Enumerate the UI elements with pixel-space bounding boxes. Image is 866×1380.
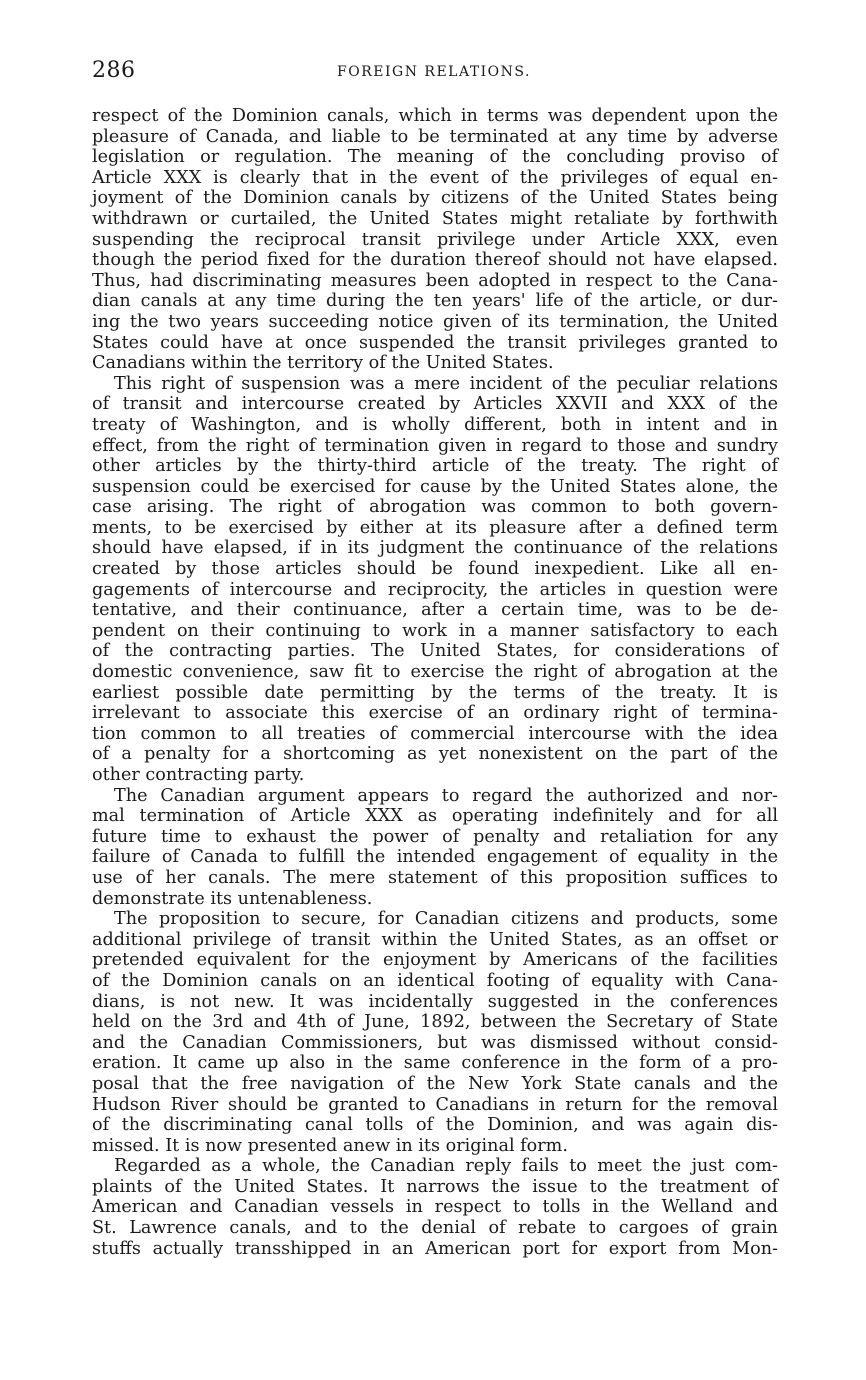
- text-line: created by those articles should be found inexpedient. Like all en-: [92, 559, 778, 580]
- text-line: suspension could be exercised for cause by the United States alone, the: [92, 476, 778, 497]
- text-line: The proposition to secure, for Canadian citizens and products, some: [114, 909, 778, 930]
- text-line: legislation or regulation. The meaning of the concluding proviso of: [92, 147, 778, 168]
- text-line: Article XXX is clearly that in the event of the privileges of equal en-: [92, 167, 778, 188]
- running-head: [92, 58, 776, 88]
- text-line: stuffs actually transshipped in an American port for export from Mon-: [92, 1238, 778, 1259]
- text-line: pendent on their continuing to work in a manner satisfactory to each: [92, 620, 778, 641]
- paragraph: [92, 1156, 778, 1259]
- text-line: of a penalty for a shortcoming as yet nonexistent on the part of the: [92, 744, 778, 765]
- text-line: effect, from the right of termination given in regard to those and sundry: [92, 435, 778, 456]
- text-line: and the Canadian Commissioners, but was dismissed without consid-: [92, 1032, 778, 1053]
- text-line: earliest possible date permitting by the terms of the treaty. It is: [92, 682, 778, 703]
- text-line: dian canals at any time during the ten years' life of the article, or dur-: [92, 291, 778, 312]
- text-line: mal termination of Article XXX as operating indefinitely and for all: [92, 806, 778, 827]
- text-line: held on the 3rd and 4th of June, 1892, between the Secretary of State: [92, 1012, 778, 1033]
- text-line: missed. It is now presented anew in its original form.: [92, 1135, 568, 1156]
- text-line: of the Dominion canals on an identical footing of equality with Cana-: [92, 970, 778, 991]
- text-line: demonstrate its untenableness.: [92, 888, 373, 909]
- paragraph: [92, 374, 778, 786]
- text-line: withdrawn or curtailed, the United States might retaliate by forthwith: [92, 208, 778, 229]
- text-line: The Canadian argument appears to regard the authorized and nor-: [114, 785, 778, 806]
- text-line: ing the two years succeeding notice given of its termination, the United: [92, 311, 778, 332]
- paragraph: [92, 909, 778, 1156]
- text-line: future time to exhaust the power of penalty and retaliation for any: [92, 826, 778, 847]
- text-line: of transit and intercourse created by Articles XXVII and XXX of the: [92, 394, 778, 415]
- text-line: irrelevant to associate this exercise of an ordinary right of termina-: [92, 703, 778, 724]
- text-line: ments, to be exercised by either at its pleasure after a defined term: [92, 517, 778, 538]
- text-line: dians, is not new. It was incidentally suggested in the conferences: [92, 991, 778, 1012]
- text-line: pretended equivalent for the enjoyment by Americans of the facilities: [92, 950, 778, 971]
- text-line: tion common to all treaties of commercial intercourse with the idea: [92, 723, 778, 744]
- text-line: case arising. The right of abrogation was common to both govern-: [92, 497, 778, 518]
- running-title: FOREIGN RELATIONS.: [337, 64, 531, 80]
- text-line: tentative, and their continuance, after a certain time, was to be de-: [92, 600, 778, 621]
- text-line: States could have at once suspended the transit privileges granted to: [92, 332, 778, 353]
- text-line: joyment of the Dominion canals by citizens of the United States being: [92, 188, 778, 209]
- text-line: respect of the Dominion canals, which in terms was dependent upon the: [92, 106, 778, 126]
- text-line: Hudson River should be granted to Canadians in return for the removal: [92, 1094, 778, 1115]
- paragraph: [92, 786, 778, 910]
- text-line: use of her canals. The mere statement of this proposition suffices to: [92, 867, 778, 888]
- page-number: 286: [92, 58, 136, 83]
- text-line: gagements of intercourse and reciprocity, the articles in question were: [92, 579, 778, 600]
- text-line: suspending the reciprocal transit privilege under Article XXX, even: [92, 229, 778, 250]
- body-text: [92, 106, 778, 1259]
- text-line: other articles by the thirty-third article of the treaty. The right of: [92, 456, 778, 477]
- text-line: other contracting party.: [92, 765, 305, 785]
- text-line: Canadians within the territory of the United States.: [92, 353, 554, 374]
- text-line: pleasure of Canada, and liable to be terminated at any time by adverse: [92, 126, 778, 147]
- text-line: Regarded as a whole, the Canadian reply fails to meet the just com-: [114, 1156, 778, 1177]
- text-line: should have elapsed, if in its judgment the continuance of the relations: [92, 538, 778, 559]
- text-line: treaty of Washington, and is wholly different, both in intent and in: [92, 414, 778, 435]
- text-line: failure of Canada to fulfill the intended engagement of equality in the: [92, 847, 778, 868]
- text-line: domestic convenience, saw fit to exercise the right of abrogation at the: [92, 662, 778, 683]
- paragraph: [92, 106, 778, 374]
- text-line: though the period fixed for the duration thereof should not have elapsed.: [92, 250, 778, 271]
- text-line: Thus, had discriminating measures been adopted in respect to the Cana-: [92, 270, 778, 291]
- text-line: St. Lawrence canals, and to the denial of rebate to cargoes of grain: [92, 1218, 778, 1239]
- text-line: eration. It came up also in the same conference in the form of a pro-: [92, 1053, 778, 1074]
- text-line: American and Canadian vessels in respect to tolls in the Welland and: [92, 1197, 778, 1218]
- text-line: This right of suspension was a mere incident of the peculiar relations: [114, 373, 778, 394]
- text-line: posal that the free navigation of the New York State canals and the: [92, 1073, 778, 1094]
- text-line: of the discriminating canal tolls of the Dominion, and was again dis-: [92, 1115, 778, 1136]
- text-line: of the contracting parties. The United States, for considerations of: [92, 641, 778, 662]
- text-line: additional privilege of transit within the United States, as an offset or: [92, 929, 778, 950]
- text-line: plaints of the United States. It narrows the issue to the treatment of: [92, 1176, 778, 1197]
